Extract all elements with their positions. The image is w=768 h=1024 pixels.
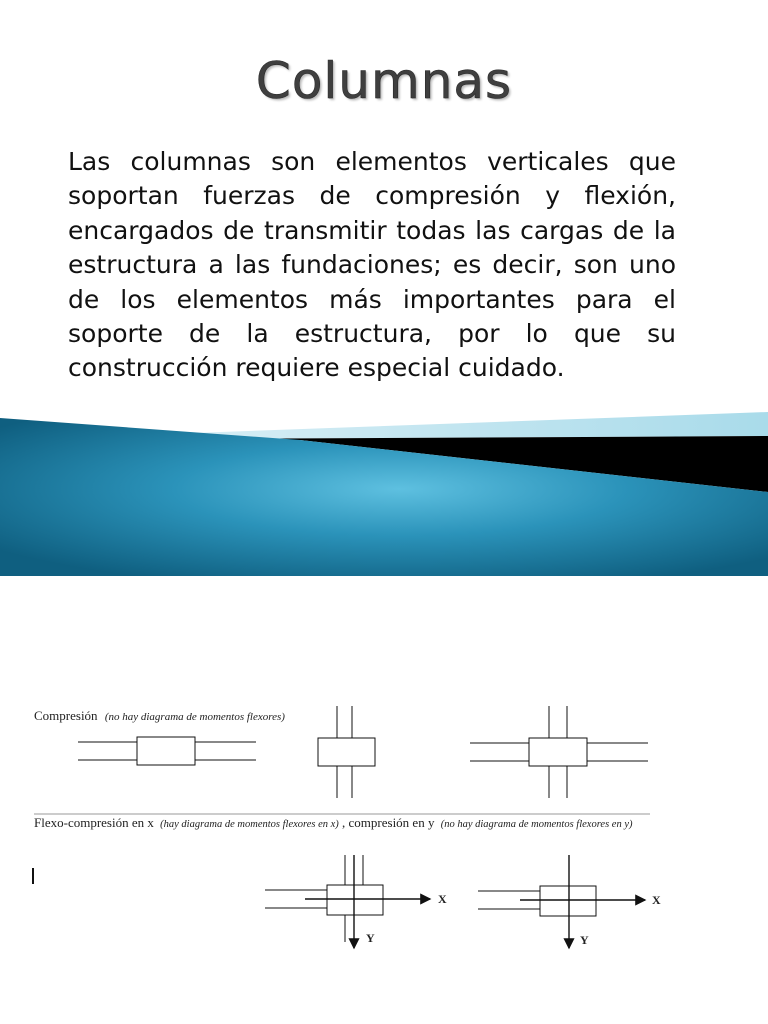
compression-diagram-horizontal — [78, 737, 256, 765]
flexo-diagram-a — [265, 855, 430, 948]
axis-x-label-a: X — [438, 892, 447, 906]
decorative-band — [0, 410, 768, 576]
flexo-note-x: (hay diagrama de momentos flexores en x) — [160, 819, 339, 830]
flexo-note-y: (no hay diagrama de momentos flexores en y) — [440, 819, 633, 830]
axis-y-label-b: Y — [580, 933, 589, 947]
slide-title: Columnas — [255, 52, 513, 110]
compression-caption — [34, 708, 285, 723]
axis-x-label-b: X — [652, 893, 661, 907]
flexo-label-y: , compresión en y — [342, 815, 435, 830]
compression-diagram-cross — [470, 706, 648, 798]
compression-diagram-vertical — [318, 706, 375, 798]
flexo-diagram-b — [478, 855, 645, 948]
axis-y-label-a: Y — [366, 931, 375, 945]
slide-body-text: Las columnas son elementos verticales que soportan fuerzas de compresión y flexión, encargados de transmitir todas las cargas de la estructura a las fundaciones; es decir, son uno de los elementos más importantes para el soporte de la estructura, por lo que su construcción requiere especial cuidado. — [68, 147, 676, 383]
compression-note: (no hay diagrama de momentos flexores) — [104, 711, 285, 723]
column-diagram — [0, 690, 768, 970]
compression-label: Compresión — [34, 708, 98, 723]
flexo-label-x: Flexo-compresión en x — [34, 815, 154, 830]
flexo-compression-caption — [34, 815, 633, 830]
